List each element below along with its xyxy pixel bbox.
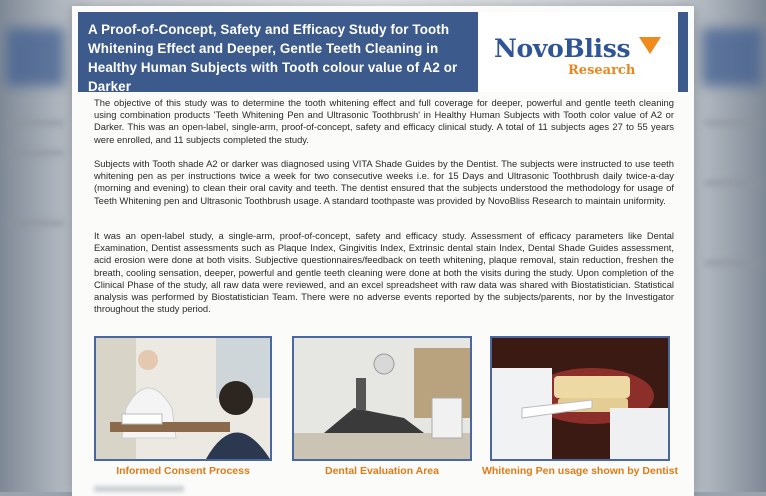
methodology-paragraph: Subjects with Tooth shade A2 or darker was diagnosed using VITA Shade Guides by the Dentist. The subjects were instructed to use teeth whitening pen as per instructions twice a week for two consecutive weeks i.e. for 15 Days and Ultrasonic Toothbrush daily twice-a-day (morning and evening) to clean their oral cavity and teeth. The dentist ensured that the subjects understood the methodology for usage of Teeth Whitening pen and Ultrasonic Toothbrush usage. A standard toothpaste was provided by NovoBliss Research to maintain uniformity.	[94, 158, 674, 206]
novobliss-logo	[478, 12, 688, 92]
blurred-block-left	[6, 28, 64, 86]
logo-subtitle: Research	[568, 63, 636, 78]
photo-whitening-pen-usage	[490, 336, 670, 461]
photo-consent-process	[94, 336, 272, 461]
consent-scene-illustration	[96, 338, 270, 459]
caption-evaluation-area: Dental Evaluation Area	[325, 465, 439, 477]
blurred-line	[8, 220, 64, 226]
dental-chair-illustration	[294, 338, 470, 459]
blurred-line	[704, 120, 760, 126]
blurred-line	[704, 260, 760, 266]
blurred-footer-text	[94, 486, 184, 492]
caption-consent: Informed Consent Process	[116, 465, 250, 477]
blurred-line	[704, 180, 760, 186]
blurred-line	[8, 120, 64, 126]
whitening-pen-illustration	[492, 338, 668, 459]
study-title: A Proof-of-Concept, Safety and Efficacy Study for Tooth Whitening Effect and Deeper, Gentle Teeth Cleaning in Healthy Human Subjects with Tooth colour value of A2 or Darker	[78, 12, 478, 92]
logo-name: NovoBliss	[494, 34, 631, 63]
caption-whitening-pen: Whitening Pen usage shown by Dentist	[481, 465, 678, 477]
document-page	[72, 6, 694, 496]
assessment-paragraph: It was an open-label study, a single-arm, proof-of-concept, safety and efficacy study. Assessment of efficacy parameters like Dental Examination, Dentist assessments such as Plaque Index, Gingivitis Index, Extrinsic dental stain Index, Dental Shade Guides assessment, acid erosion were done at both visits. Subjective questionnaires/feedback on teeth whitening, plaque removal, stain reduction, freshen the breath, cooling sensation, deeper, powerful and gentle teeth cleaning were done at both the visits during the study. Upon completion of the Clinical Phase of the study, all raw data were reviewed, and an excel spreadsheet with raw data was shared with Biostatistician. Statistical analysis was performed by Biostatistician Team. There were no adverse events reported by the subjects/parents, nor by the Investigator throughout the study period.	[94, 230, 674, 315]
logo-triangle-icon	[639, 37, 661, 54]
blurred-line	[8, 150, 64, 156]
blurred-block-right	[702, 28, 762, 86]
header-banner	[78, 12, 688, 92]
photo-dental-evaluation-area	[292, 336, 472, 461]
objective-paragraph: The objective of this study was to determine the tooth whitening effect and full coverage for deeper, powerful and gentle teeth cleaning using combination products 'Teeth Whitening Pen and Ultrasonic Toothbrush' in Healthy Human Subjects with Tooth color value of A2 or Darker. This was an open-label, single-arm, proof-of-concept, safety and efficacy clinical study. A total of 11 subjects ages 27 to 55 years were enrolled, and 11 subjects completed the study.	[94, 97, 674, 145]
